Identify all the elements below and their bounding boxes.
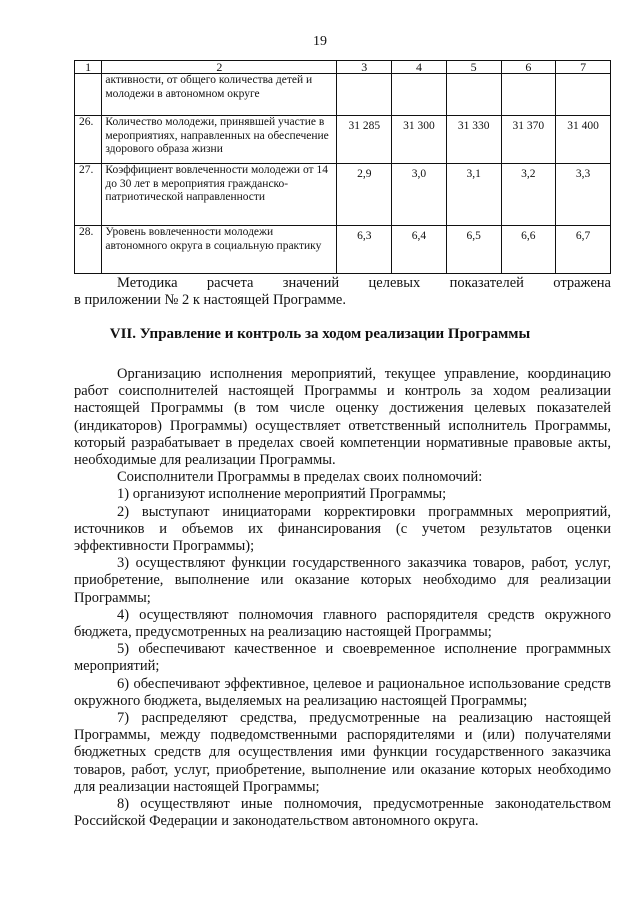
list-item: 7) распределяют средства, предусмотренные на реализацию настоящей Программы, между подведомственными распорядителями и (или) получателями бюджетных средств для осуществления ими функции государственного заказчика товаров, работ, услуг, приобретение, выполнение или оказание которых необходимо для реализации настоящей Программы; [74,710,611,795]
indicator-value: 31 400 [556,116,611,164]
row-number: 27. [75,164,102,226]
body-paragraph: Организацию исполнения мероприятий, текущее управление, координацию работ соисполнителей настоящей Программы и контроль за ходом реализации настоящей Программы (в том числе оценку достижения целевых показателей (индикаторов) Программы) осуществляет ответственный исполнитель Программы, который разрабатывает в пределах своей компетенции нормативные правовые акты, необходимые для реализации Программы. [74,366,611,469]
indicator-value: 31 300 [392,116,447,164]
indicator-value [501,74,556,116]
indicator-value: 6,3 [337,226,392,274]
body-paragraph: Соисполнители Программы в пределах своих полномочий: [117,469,483,486]
indicator-value [446,74,501,116]
table-row [75,116,611,164]
row-number [75,74,102,116]
methodology-note [74,275,611,309]
indicator-name: Коэффициент вовлеченности молодежи от 14 до 30 лет в мероприятия гражданско-патриотической направленности [102,164,337,226]
list-item: 6) обеспечивают эффективное, целевое и рациональное использование средств окружного бюджета, выделяемых на реализацию настоящей Программы; [74,675,611,709]
column-header: 1 [75,61,102,74]
indicator-value: 31 285 [337,116,392,164]
row-number: 28. [75,226,102,274]
table-row [75,226,611,274]
indicator-value: 3,1 [446,164,501,226]
indicator-value: 3,0 [392,164,447,226]
methodology-line: Методика расчета значений целевых показателей отражена [117,275,611,291]
indicator-value: 6,4 [392,226,447,274]
table-row [75,164,611,226]
indicator-value: 6,5 [446,226,501,274]
indicator-value: 2,9 [337,164,392,226]
table-header-row [75,61,611,74]
column-header: 7 [556,61,611,74]
column-header: 5 [446,61,501,74]
column-header: 2 [102,61,337,74]
indicator-value [392,74,447,116]
list-item: 3) осуществляют функции государственного заказчика товаров, работ, услуг, приобретение, выполнение или оказание которых необходимо для реализации Программы; [74,555,611,606]
list-item: 8) осуществляют иные полномочия, предусмотренные законодательством Российской Федерации и законодательством автономного округа. [74,796,611,830]
indicator-name: Количество молодежи, принявшей участие в мероприятиях, направленных на обеспечение здорового образа жизни [102,116,337,164]
indicator-value: 6,6 [501,226,556,274]
indicator-name: активности, от общего количества детей и молодежи в автономном округе [102,74,337,116]
indicator-value: 6,7 [556,226,611,274]
indicator-value: 31 370 [501,116,556,164]
indicator-value [337,74,392,116]
column-header: 3 [337,61,392,74]
column-header: 4 [392,61,447,74]
page-number: 19 [313,34,327,49]
indicator-name: Уровень вовлеченности молодежи автономного округа в социальную практику [102,226,337,274]
list-item: 5) обеспечивают качественное и своевременное исполнение программных мероприятий; [74,641,611,675]
indicator-value [556,74,611,116]
row-number: 26. [75,116,102,164]
indicator-value: 3,2 [501,164,556,226]
list-item: 1) организуют исполнение мероприятий Программы; [117,486,447,503]
list-item: 2) выступают инициаторами корректировки программных мероприятий, источников и объемов их финансирования (с учетом результатов оценки эффективности Программы); [74,503,611,555]
section-body [74,366,611,830]
methodology-line: в приложении № 2 к настоящей Программе. [74,292,346,309]
list-item: 4) осуществляют полномочия главного распорядителя средств окружного бюджета, предусмотренных на реализацию настоящей Программы; [74,606,611,641]
indicator-value: 31 330 [446,116,501,164]
section-title: VII. Управление и контроль за ходом реализации Программы [109,326,531,342]
indicators-table [74,60,611,274]
indicator-value: 3,3 [556,164,611,226]
column-header: 6 [501,61,556,74]
table-row [75,74,611,116]
